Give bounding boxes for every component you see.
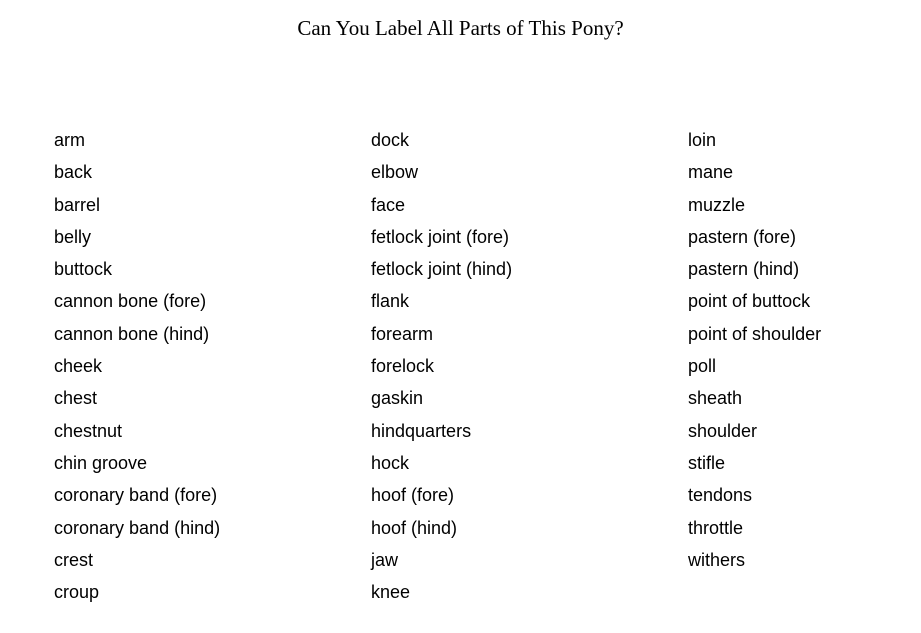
term-item: buttock xyxy=(54,259,113,280)
term-item: elbow xyxy=(371,162,419,183)
term-item: shoulder xyxy=(688,420,758,441)
term-item: hock xyxy=(371,452,410,473)
term-item: jaw xyxy=(371,549,399,570)
term-item: withers xyxy=(688,549,746,570)
term-item: croup xyxy=(54,582,100,603)
term-item: flank xyxy=(371,291,410,312)
term-item: throttle xyxy=(688,517,744,538)
term-item: belly xyxy=(54,226,92,247)
term-item: hoof (hind) xyxy=(371,517,458,538)
term-item: sheath xyxy=(688,388,743,409)
term-item: cheek xyxy=(54,356,103,377)
term-item: loin xyxy=(688,130,717,150)
term-column-1 xyxy=(54,127,220,611)
term-item: muzzle xyxy=(688,194,746,215)
term-item: crest xyxy=(54,549,94,570)
term-item: forelock xyxy=(371,356,435,377)
term-item: poll xyxy=(688,356,717,377)
term-item: forearm xyxy=(371,323,434,344)
term-item: back xyxy=(54,162,93,183)
term-item: cannon bone (hind) xyxy=(54,323,210,344)
term-item: fetlock joint (fore) xyxy=(371,226,510,247)
term-item: dock xyxy=(371,130,410,150)
term-item: chest xyxy=(54,388,98,409)
term-column-3 xyxy=(688,127,821,579)
term-item: knee xyxy=(371,582,411,603)
term-item: face xyxy=(371,194,406,215)
term-item: coronary band (fore) xyxy=(54,485,218,506)
term-item: cannon bone (fore) xyxy=(54,291,207,312)
term-item: stifle xyxy=(688,452,726,473)
term-item: chestnut xyxy=(54,420,123,441)
term-item: coronary band (hind) xyxy=(54,517,221,538)
term-item: point of shoulder xyxy=(688,323,822,344)
term-item: pastern (hind) xyxy=(688,259,800,280)
term-item: hindquarters xyxy=(371,420,472,441)
term-item: point of buttock xyxy=(688,291,811,312)
term-item: fetlock joint (hind) xyxy=(371,259,513,280)
term-item: gaskin xyxy=(371,388,424,409)
term-item: pastern (fore) xyxy=(688,226,797,247)
term-item: mane xyxy=(688,162,734,183)
term-item: tendons xyxy=(688,485,753,506)
term-column-2 xyxy=(371,127,512,611)
term-item: barrel xyxy=(54,194,101,215)
term-item: arm xyxy=(54,130,85,150)
term-item: hoof (fore) xyxy=(371,485,455,506)
term-item: chin groove xyxy=(54,452,148,473)
page-title: Can You Label All Parts of This Pony? xyxy=(297,16,624,40)
